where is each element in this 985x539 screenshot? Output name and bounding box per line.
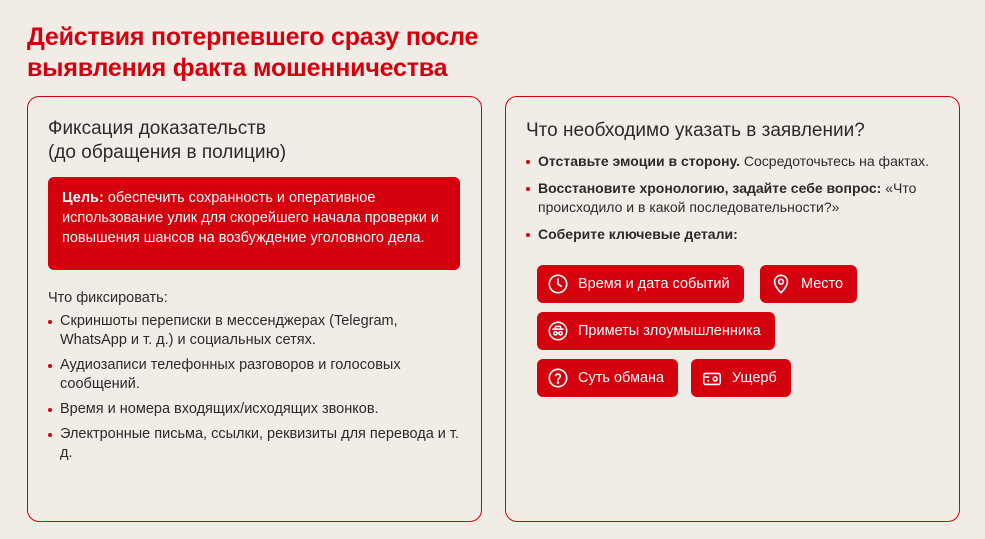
list-item <box>526 225 946 244</box>
tag-label: Время и дата событий <box>578 276 730 292</box>
clock-icon <box>547 273 569 295</box>
list-item <box>526 152 946 171</box>
goal-box <box>48 177 460 270</box>
list-item: Скриншоты переписки в мессенджерах (Telegram, WhatsApp и т. д.) и социальных сетях. <box>48 312 468 350</box>
location-pin-icon <box>770 273 792 295</box>
incognito-icon <box>547 320 569 342</box>
tag-label: Место <box>801 276 844 292</box>
list-item: Аудиозаписи телефонных разговоров и голосовых сообщений. <box>48 356 468 394</box>
page-title-line2: выявления факта мошенничества <box>27 54 448 82</box>
list-item: Электронные письма, ссылки, реквизиты для перевода и т. д. <box>48 425 468 463</box>
tag-time-date <box>537 265 744 303</box>
money-icon <box>701 367 723 389</box>
tag-suspect-features <box>537 312 775 350</box>
list-item-text: Сосредоточьтесь на фактах. <box>740 153 930 169</box>
what-to-record-heading: Что фиксировать: <box>48 290 168 306</box>
list-item <box>526 179 946 217</box>
tag-fraud-essence <box>537 359 678 397</box>
list-item: Время и номера входящих/исходящих звонков. <box>48 400 468 419</box>
list-item-text: «Что происходило и в какой последовательности?» <box>538 180 917 215</box>
tag-damage <box>691 359 791 397</box>
tag-label: Суть обмана <box>578 370 665 386</box>
statement-card <box>505 96 960 522</box>
statement-card-title: Что необходимо указать в заявлении? <box>526 120 865 141</box>
tag-place <box>760 265 857 303</box>
question-icon <box>547 367 569 389</box>
page-title-line1: Действия потерпевшего сразу после <box>27 23 479 51</box>
list-item-bold: Отставьте эмоции в сторону. <box>538 153 740 169</box>
evidence-card-title <box>48 117 286 165</box>
goal-label: Цель: <box>62 190 104 206</box>
evidence-card <box>27 96 482 522</box>
list-item-bold: Соберите ключевые детали: <box>538 226 738 242</box>
page-title <box>27 22 478 84</box>
list-item-bold: Восстановите хронологию, задайте себе вопрос: <box>538 180 882 196</box>
statement-list <box>526 152 946 252</box>
tag-label: Приметы злоумышленника <box>578 323 761 339</box>
evidence-list <box>48 312 468 469</box>
goal-text: обеспечить сохранность и оперативное использование улик для скорейшего начала проверки и повышения шансов на возбуждение уголовного дела. <box>62 190 439 246</box>
evidence-card-title-line2: (до обращения в полицию) <box>48 142 287 163</box>
tag-label: Ущерб <box>732 370 777 386</box>
evidence-card-title-line1: Фиксация доказательств <box>48 118 267 139</box>
